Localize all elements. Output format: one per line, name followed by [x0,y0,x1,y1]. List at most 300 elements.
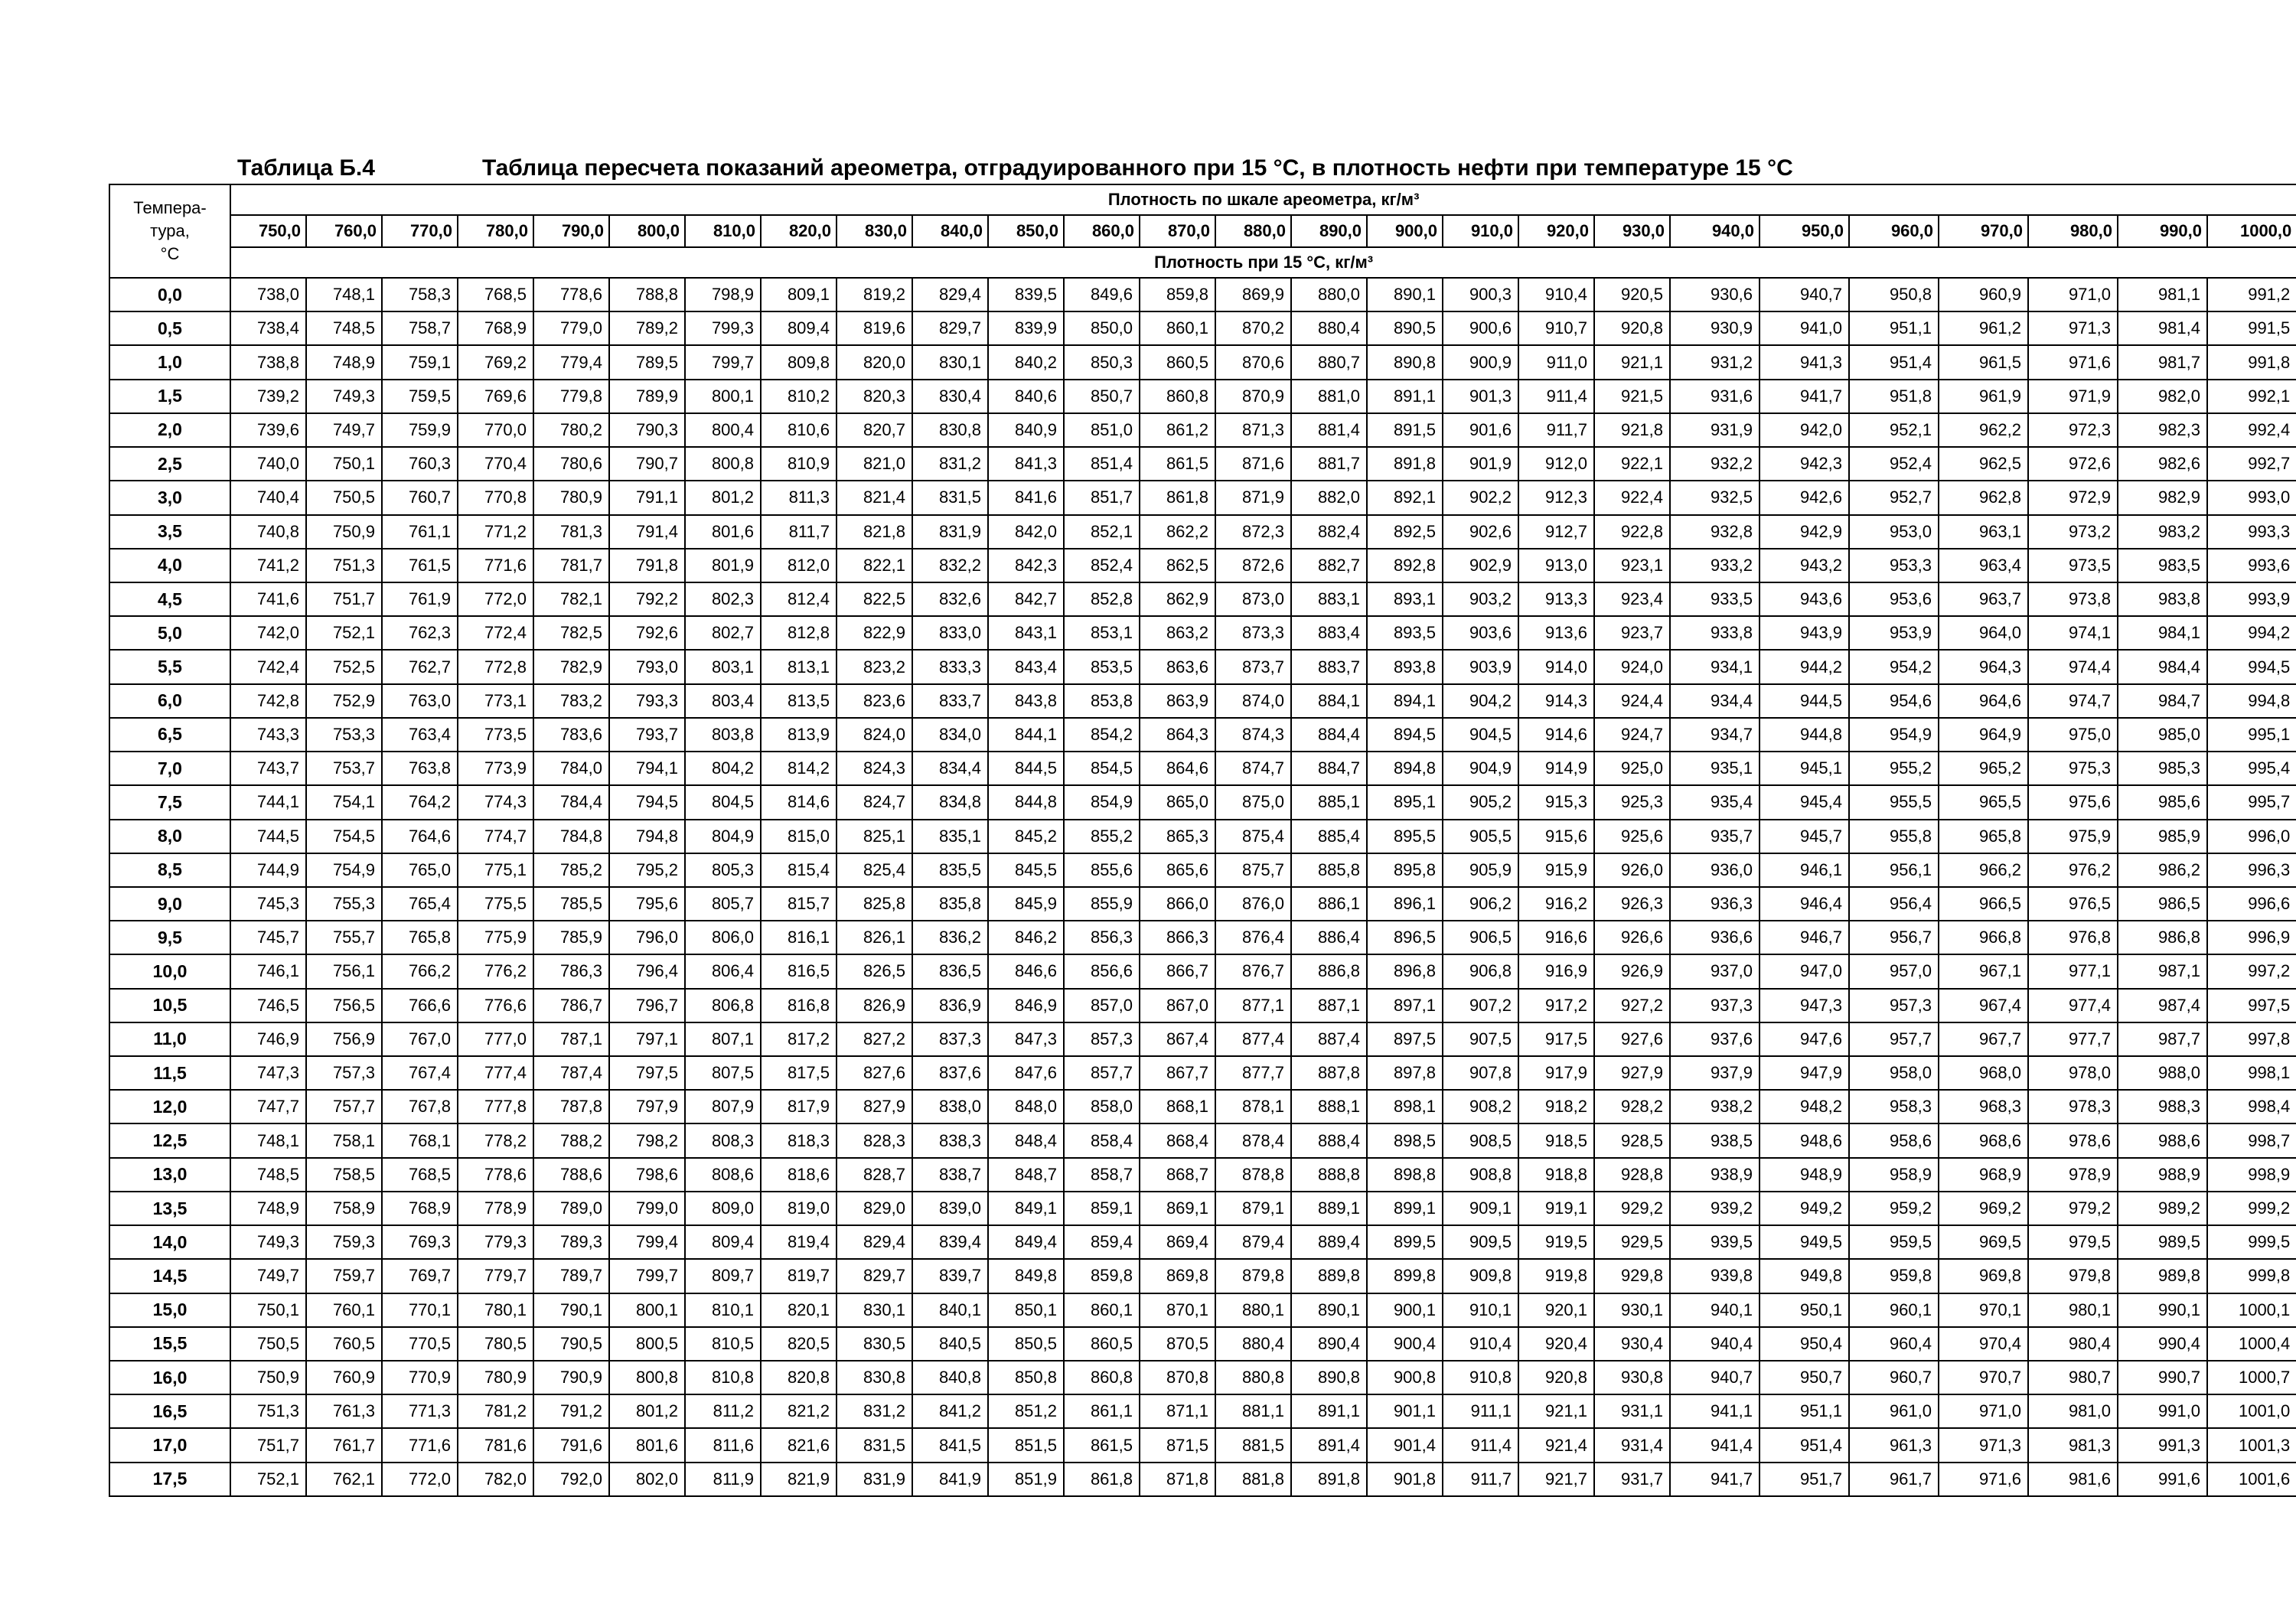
density-cell: 791,1 [609,481,685,514]
density-cell: 781,2 [458,1394,533,1428]
density-cell: 934,1 [1670,650,1760,683]
density-cell: 778,2 [458,1123,533,1157]
density-cell: 837,6 [912,1056,988,1090]
scale-value: 800,0 [609,215,685,247]
density-cell: 827,6 [837,1056,912,1090]
density-cell: 827,9 [837,1090,912,1123]
density-cell: 923,1 [1594,549,1670,582]
density-cell: 997,2 [2207,954,2296,988]
density-cell: 800,8 [609,1361,685,1394]
density-cell: 923,4 [1594,582,1670,616]
density-cell: 1000,4 [2207,1327,2296,1361]
density-cell: 856,3 [1064,921,1140,954]
density-cell: 808,6 [685,1158,761,1192]
density-cell: 941,7 [1760,380,1849,413]
density-cell: 747,7 [230,1090,306,1123]
density-cell: 763,0 [382,684,458,718]
density-cell: 821,6 [761,1428,837,1462]
density-cell: 920,8 [1594,311,1670,345]
density-cell: 749,7 [306,413,382,447]
density-cell: 961,7 [1849,1463,1939,1496]
density-cell: 940,7 [1760,278,1849,311]
density-cell: 781,7 [533,549,609,582]
density-cell: 774,7 [458,820,533,853]
density-cell: 796,0 [609,921,685,954]
temperature-cell: 15,0 [109,1293,230,1327]
density-cell: 918,2 [1518,1090,1594,1123]
density-cell: 972,3 [2028,413,2118,447]
density-cell: 949,8 [1760,1259,1849,1293]
density-cell: 797,5 [609,1056,685,1090]
density-cell: 861,8 [1140,481,1215,514]
density-cell: 865,0 [1140,785,1215,819]
density-cell: 749,3 [230,1225,306,1259]
density-cell: 945,4 [1760,785,1849,819]
density-cell: 761,1 [382,515,458,549]
density-cell: 868,4 [1140,1123,1215,1157]
density-cell: 958,3 [1849,1090,1939,1123]
density-cell: 755,7 [306,921,382,954]
density-cell: 854,2 [1064,718,1140,752]
scale-value: 830,0 [837,215,912,247]
density-cell: 802,3 [685,582,761,616]
density-cell: 788,8 [609,278,685,311]
density-cell: 892,5 [1367,515,1443,549]
scale-value: 880,0 [1215,215,1291,247]
density-cell: 931,9 [1670,413,1760,447]
density-cell: 780,9 [533,481,609,514]
density-cell: 921,7 [1518,1463,1594,1496]
table-row [109,1428,2296,1462]
scale-value: 890,0 [1291,215,1367,247]
density-cell: 775,9 [458,921,533,954]
density-cell: 914,3 [1518,684,1594,718]
density-cell: 814,6 [761,785,837,819]
density-cell: 830,5 [837,1327,912,1361]
density-cell: 748,5 [230,1158,306,1192]
density-cell: 999,8 [2207,1259,2296,1293]
density-cell: 991,2 [2207,278,2296,311]
scale-value: 790,0 [533,215,609,247]
density-cell: 863,9 [1140,684,1215,718]
density-cell: 742,8 [230,684,306,718]
density-cell: 838,3 [912,1123,988,1157]
density-cell: 809,7 [685,1259,761,1293]
density-cell: 851,7 [1064,481,1140,514]
density-cell: 751,7 [230,1428,306,1462]
density-cell: 924,4 [1594,684,1670,718]
density-cell: 772,0 [382,1463,458,1496]
table-row [109,1056,2296,1090]
density-cell: 839,4 [912,1225,988,1259]
density-cell: 914,0 [1518,650,1594,683]
density-cell: 758,3 [382,278,458,311]
density-cell: 920,5 [1594,278,1670,311]
density-cell: 802,7 [685,616,761,650]
density-cell: 770,9 [382,1361,458,1394]
density-cell: 750,1 [306,447,382,481]
density-cell: 759,9 [382,413,458,447]
temperature-cell: 15,5 [109,1327,230,1361]
density-cell: 812,4 [761,582,837,616]
density-cell: 789,7 [533,1259,609,1293]
density-cell: 858,4 [1064,1123,1140,1157]
density-cell: 801,9 [685,549,761,582]
density-cell: 969,2 [1939,1192,2028,1225]
density-cell: 816,5 [761,954,837,988]
density-cell: 986,2 [2118,853,2207,887]
density-cell: 961,9 [1939,380,2028,413]
density-cell: 887,1 [1291,989,1367,1022]
density-cell: 836,5 [912,954,988,988]
density-cell: 844,8 [988,785,1064,819]
table-row [109,887,2296,921]
density-cell: 913,3 [1518,582,1594,616]
density-cell: 850,8 [988,1361,1064,1394]
density-cell: 786,3 [533,954,609,988]
density-cell: 817,5 [761,1056,837,1090]
density-cell: 851,0 [1064,413,1140,447]
scale-value: 750,0 [230,215,306,247]
density-cell: 884,1 [1291,684,1367,718]
density-cell: 884,7 [1291,752,1367,785]
density-cell: 752,1 [230,1463,306,1496]
density-cell: 963,4 [1939,549,2028,582]
density-cell: 782,5 [533,616,609,650]
density-cell: 916,6 [1518,921,1594,954]
density-cell: 900,3 [1443,278,1518,311]
density-cell: 779,7 [458,1259,533,1293]
density-cell: 965,8 [1939,820,2028,853]
density-cell: 895,8 [1367,853,1443,887]
density-cell: 839,9 [988,311,1064,345]
density-cell: 755,3 [306,887,382,921]
density-cell: 984,1 [2118,616,2207,650]
density-cell: 877,4 [1215,1022,1291,1056]
density-cell: 966,5 [1939,887,2028,921]
density-cell: 970,1 [1939,1293,2028,1327]
density-cell: 850,1 [988,1293,1064,1327]
density-cell: 998,7 [2207,1123,2296,1157]
density-cell: 791,2 [533,1394,609,1428]
density-cell: 813,5 [761,684,837,718]
density-cell: 897,5 [1367,1022,1443,1056]
density-cell: 884,4 [1291,718,1367,752]
density-cell: 780,9 [458,1361,533,1394]
density-cell: 941,4 [1670,1428,1760,1462]
density-cell: 868,1 [1140,1090,1215,1123]
density-cell: 890,8 [1367,345,1443,379]
density-cell: 748,9 [306,345,382,379]
density-cell: 906,2 [1443,887,1518,921]
density-cell: 774,3 [458,785,533,819]
density-cell: 811,6 [685,1428,761,1462]
density-cell: 911,0 [1518,345,1594,379]
density-cell: 901,1 [1367,1394,1443,1428]
density-cell: 825,8 [837,887,912,921]
density-cell: 815,7 [761,887,837,921]
density-cell: 763,4 [382,718,458,752]
density-cell: 810,8 [685,1361,761,1394]
density-cell: 847,3 [988,1022,1064,1056]
density-cell: 783,2 [533,684,609,718]
density-cell: 879,4 [1215,1225,1291,1259]
density-cell: 788,6 [533,1158,609,1192]
density-cell: 971,9 [2028,380,2118,413]
density-cell: 852,1 [1064,515,1140,549]
density-cell: 919,1 [1518,1192,1594,1225]
density-cell: 840,1 [912,1293,988,1327]
table-row [109,345,2296,379]
density-cell: 872,6 [1215,549,1291,582]
temperature-cell: 6,0 [109,684,230,718]
density-cell: 997,8 [2207,1022,2296,1056]
density-cell: 791,8 [609,549,685,582]
density-cell: 819,7 [761,1259,837,1293]
table-row [109,1123,2296,1157]
density-cell: 981,7 [2118,345,2207,379]
density-cell: 765,8 [382,921,458,954]
table-row [109,1022,2296,1056]
density-cell: 976,8 [2028,921,2118,954]
density-cell: 971,6 [1939,1463,2028,1496]
density-cell: 841,9 [912,1463,988,1496]
density-cell: 780,2 [533,413,609,447]
table-row [109,311,2296,345]
density-cell: 898,1 [1367,1090,1443,1123]
density-cell: 767,4 [382,1056,458,1090]
density-cell: 770,1 [382,1293,458,1327]
density-cell: 880,4 [1215,1327,1291,1361]
density-cell: 983,8 [2118,582,2207,616]
density-cell: 833,7 [912,684,988,718]
density-cell: 768,5 [458,278,533,311]
density-cell: 888,4 [1291,1123,1367,1157]
density-cell: 750,1 [230,1293,306,1327]
density-cell: 848,4 [988,1123,1064,1157]
density-cell: 931,6 [1670,380,1760,413]
density-cell: 882,0 [1291,481,1367,514]
density-cell: 930,4 [1594,1327,1670,1361]
density-cell: 858,7 [1064,1158,1140,1192]
density-cell: 932,8 [1670,515,1760,549]
density-cell: 770,8 [458,481,533,514]
density-cell: 855,2 [1064,820,1140,853]
density-cell: 871,1 [1140,1394,1215,1428]
density-cell: 790,9 [533,1361,609,1394]
density-cell: 772,8 [458,650,533,683]
density-cell: 980,7 [2028,1361,2118,1394]
density-cell: 935,1 [1670,752,1760,785]
density-cell: 943,6 [1760,582,1849,616]
density-cell: 844,5 [988,752,1064,785]
density-cell: 871,6 [1215,447,1291,481]
density-cell: 780,5 [458,1327,533,1361]
density-cell: 969,5 [1939,1225,2028,1259]
density-cell: 967,1 [1939,954,2028,988]
density-cell: 999,5 [2207,1225,2296,1259]
density-cell: 842,7 [988,582,1064,616]
density-cell: 851,4 [1064,447,1140,481]
density-cell: 950,4 [1760,1327,1849,1361]
density-cell: 749,7 [230,1259,306,1293]
density-cell: 891,8 [1291,1463,1367,1496]
density-cell: 940,7 [1670,1361,1760,1394]
density-cell: 913,0 [1518,549,1594,582]
density-cell: 995,7 [2207,785,2296,819]
temperature-cell: 9,0 [109,887,230,921]
density-cell: 822,5 [837,582,912,616]
density-cell: 804,5 [685,785,761,819]
density-cell: 980,4 [2028,1327,2118,1361]
density-cell: 1001,3 [2207,1428,2296,1462]
density-cell: 763,8 [382,752,458,785]
scale-value: 960,0 [1849,215,1939,247]
density-cell: 894,8 [1367,752,1443,785]
scale-value: 850,0 [988,215,1064,247]
density-cell: 742,0 [230,616,306,650]
density-cell: 824,3 [837,752,912,785]
density-cell: 893,5 [1367,616,1443,650]
density-cell: 883,1 [1291,582,1367,616]
density-cell: 870,2 [1215,311,1291,345]
density-cell: 798,9 [685,278,761,311]
density-cell: 900,9 [1443,345,1518,379]
density-cell: 771,6 [458,549,533,582]
density-cell: 879,8 [1215,1259,1291,1293]
density-cell: 917,2 [1518,989,1594,1022]
density-cell: 991,3 [2118,1428,2207,1462]
density-cell: 854,9 [1064,785,1140,819]
density-cell: 926,9 [1594,954,1670,988]
density-cell: 819,2 [837,278,912,311]
density-cell: 756,1 [306,954,382,988]
density-cell: 797,1 [609,1022,685,1056]
table-row [109,1192,2296,1225]
density-cell: 913,6 [1518,616,1594,650]
density-cell: 827,2 [837,1022,912,1056]
density-cell: 992,1 [2207,380,2296,413]
density-cell: 883,7 [1291,650,1367,683]
temperature-cell: 7,0 [109,752,230,785]
density-cell: 888,1 [1291,1090,1367,1123]
density-cell: 945,7 [1760,820,1849,853]
density-cell: 762,7 [382,650,458,683]
density-cell: 931,2 [1670,345,1760,379]
density-cell: 929,8 [1594,1259,1670,1293]
temperature-header: Темпера- тура, °С [109,184,230,278]
density-cell: 820,3 [837,380,912,413]
density-cell: 748,5 [306,311,382,345]
density-cell: 821,0 [837,447,912,481]
density-cell: 752,1 [306,616,382,650]
density-cell: 862,2 [1140,515,1215,549]
density-cell: 999,2 [2207,1192,2296,1225]
density-cell: 933,8 [1670,616,1760,650]
density-cell: 977,4 [2028,989,2118,1022]
density-cell: 905,9 [1443,853,1518,887]
density-cell: 982,6 [2118,447,2207,481]
density-cell: 857,3 [1064,1022,1140,1056]
density-cell: 769,7 [382,1259,458,1293]
density-cell: 927,9 [1594,1056,1670,1090]
density-cell: 959,2 [1849,1192,1939,1225]
density-cell: 820,1 [761,1293,837,1327]
density-cell: 904,5 [1443,718,1518,752]
density-cell: 855,9 [1064,887,1140,921]
density-cell: 826,1 [837,921,912,954]
density-cell: 819,0 [761,1192,837,1225]
density-cell: 771,3 [382,1394,458,1428]
density-cell: 951,4 [1849,345,1939,379]
table-row [109,278,2296,311]
density-cell: 800,1 [685,380,761,413]
density-cell: 823,2 [837,650,912,683]
density-cell: 907,5 [1443,1022,1518,1056]
density-cell: 930,1 [1594,1293,1670,1327]
density-cell: 968,3 [1939,1090,2028,1123]
density-cell: 846,9 [988,989,1064,1022]
density-cell: 911,7 [1443,1463,1518,1496]
density-cell: 870,6 [1215,345,1291,379]
density-cell: 994,5 [2207,650,2296,683]
density-cell: 886,4 [1291,921,1367,954]
density-cell: 738,0 [230,278,306,311]
density-cell: 946,4 [1760,887,1849,921]
density-cell: 912,0 [1518,447,1594,481]
density-cell: 741,6 [230,582,306,616]
density-cell: 966,8 [1939,921,2028,954]
density-cell: 962,5 [1939,447,2028,481]
density-cell: 889,4 [1291,1225,1367,1259]
density-cell: 849,1 [988,1192,1064,1225]
density-cell: 869,9 [1215,278,1291,311]
density-cell: 880,7 [1291,345,1367,379]
density-cell: 852,4 [1064,549,1140,582]
density-cell: 954,6 [1849,684,1939,718]
density-cell: 911,4 [1443,1428,1518,1462]
density-cell: 750,5 [230,1327,306,1361]
density-cell: 926,3 [1594,887,1670,921]
density-cell: 975,0 [2028,718,2118,752]
density-cell: 968,0 [1939,1056,2028,1090]
density-cell: 881,8 [1215,1463,1291,1496]
scale-values-row [109,215,2296,247]
density-cell: 762,1 [306,1463,382,1496]
density-cell: 778,9 [458,1192,533,1225]
density-cell: 981,4 [2118,311,2207,345]
density-cell: 897,8 [1367,1056,1443,1090]
density-cell: 958,6 [1849,1123,1939,1157]
density-cell: 793,7 [609,718,685,752]
density-cell: 978,3 [2028,1090,2118,1123]
density-cell: 923,7 [1594,616,1670,650]
density-cell: 920,4 [1518,1327,1594,1361]
density-cell: 1001,6 [2207,1463,2296,1496]
density-cell: 799,4 [609,1225,685,1259]
density-cell: 974,4 [2028,650,2118,683]
density-cell: 833,0 [912,616,988,650]
density-cell: 998,9 [2207,1158,2296,1192]
density-cell: 759,7 [306,1259,382,1293]
density-cell: 780,1 [458,1293,533,1327]
density-cell: 982,3 [2118,413,2207,447]
density-cell: 861,5 [1064,1428,1140,1462]
density-cell: 750,9 [230,1361,306,1394]
density-cell: 977,1 [2028,954,2118,988]
density-cell: 743,3 [230,718,306,752]
temperature-cell: 17,5 [109,1463,230,1496]
